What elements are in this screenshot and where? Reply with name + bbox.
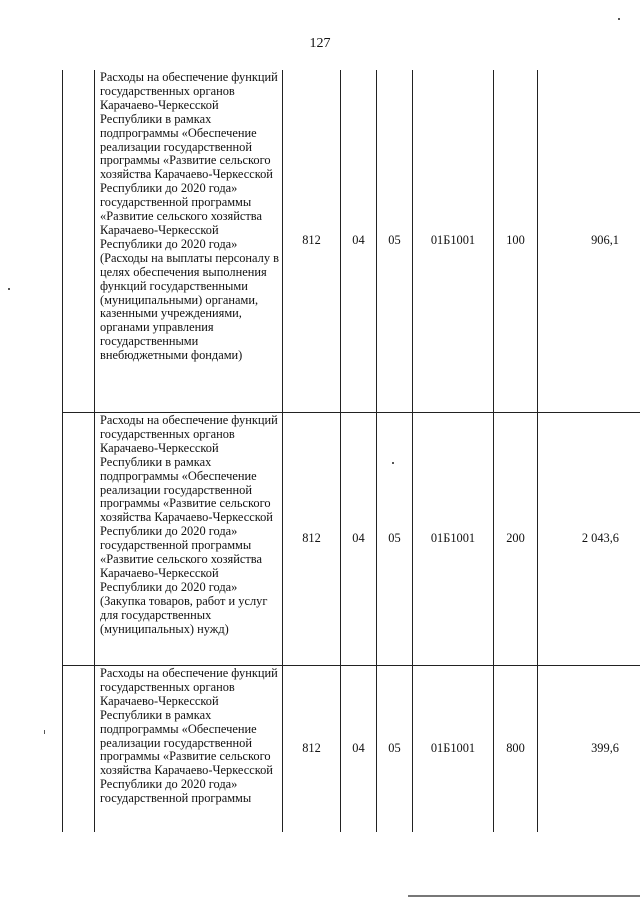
- blank-cell: [63, 413, 95, 666]
- expense-type-cell: 100: [494, 70, 538, 413]
- scan-speck: [618, 18, 620, 20]
- target-article-cell: 01Б1001: [413, 666, 494, 833]
- amount-cell: 2 043,6: [538, 413, 640, 666]
- ministry-cell: 812: [283, 70, 341, 413]
- ministry-cell: 812: [283, 413, 341, 666]
- target-article-cell: 01Б1001: [413, 413, 494, 666]
- expense-type-cell: 200: [494, 413, 538, 666]
- scan-speck: [392, 462, 394, 464]
- subsection-cell: 05: [377, 413, 413, 666]
- description-cell: Расходы на обеспечение функций государственных органов Карачаево-Черкесской Республики в рамках подпрограммы «Обеспечение реализации государственной программы «Развитие сельского хозяйства Карачаево-Черкесской Республики до 2020 года» государственной программы «Развитие сельского хозяйства Карачаево-Черкесской Республики до 2020 года» (Расходы на выплаты персоналу в целях обеспечения выполнения функций государственными (муниципальными) органами, казенными учреждениями, органами управления государственными внебюджетными фондами): [95, 70, 283, 413]
- scan-speck: [8, 288, 10, 290]
- table-row: [63, 666, 640, 833]
- budget-table: [62, 70, 640, 832]
- description-cell: Расходы на обеспечение функций государственных органов Карачаево-Черкесской Республики в рамках подпрограммы «Обеспечение реализации государственной программы «Развитие сельского хозяйства Карачаево-Черкесской Республики до 2020 года» государственной программы «Развитие сельского хозяйства Карачаево-Черкесской Республики до 2020 года» (Закупка товаров, работ и услуг для государственных (муниципальных) нужд): [95, 413, 283, 666]
- description-cell: Расходы на обеспечение функций государственных органов Карачаево-Черкесской Республики в рамках подпрограммы «Обеспечение реализации государственной программы «Развитие сельского хозяйства Карачаево-Черкесской Республики до 2020 года» государственной программы: [95, 666, 283, 833]
- blank-cell: [63, 666, 95, 833]
- amount-cell: 399,6: [538, 666, 640, 833]
- scan-speck: [44, 730, 45, 734]
- page-number: 127: [309, 36, 331, 51]
- amount-cell: 906,1: [538, 70, 640, 413]
- section-cell: 04: [341, 413, 377, 666]
- subsection-cell: 05: [377, 70, 413, 413]
- expense-type-cell: 800: [494, 666, 538, 833]
- table-row: [63, 413, 640, 666]
- target-article-cell: 01Б1001: [413, 70, 494, 413]
- table-row: [63, 70, 640, 413]
- blank-cell: [63, 70, 95, 413]
- scan-edge-line: [408, 895, 640, 897]
- section-cell: 04: [341, 70, 377, 413]
- section-cell: 04: [341, 666, 377, 833]
- subsection-cell: 05: [377, 666, 413, 833]
- ministry-cell: 812: [283, 666, 341, 833]
